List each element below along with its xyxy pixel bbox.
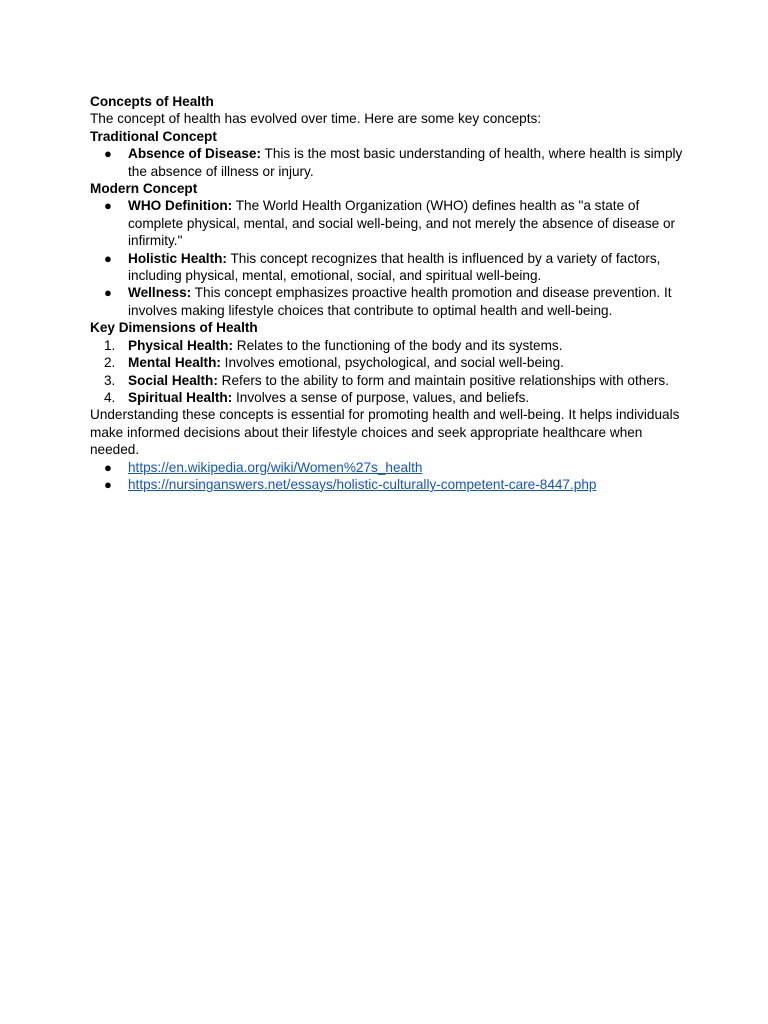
- item-text: The World Health Organization (WHO) defines health as "a state of complete physical, mental, and social well-being, and not merely the absence of disease or infirmity.": [128, 198, 676, 249]
- section-heading-traditional: Traditional Concept: [90, 128, 217, 144]
- item-text: This concept emphasizes proactive health promotion and disease prevention. It involves making lifestyle choices that contribute to optimal health and well-being.: [128, 285, 672, 318]
- list-item: [90, 354, 690, 371]
- item-term: Absence of Disease:: [128, 146, 261, 162]
- intro-paragraph: The concept of health has evolved over time. Here are some key concepts:: [90, 111, 542, 127]
- item-term: Spiritual Health:: [128, 389, 233, 405]
- dimensions-list: [90, 337, 690, 407]
- bullet-icon: ●: [104, 250, 112, 266]
- item-number: 2.: [104, 355, 116, 371]
- list-item: [90, 145, 690, 180]
- bullet-icon: ●: [104, 459, 112, 475]
- modern-list: [90, 197, 690, 319]
- item-term: Wellness:: [128, 285, 192, 301]
- document-page: [90, 93, 690, 493]
- item-number: 1.: [104, 337, 116, 353]
- links-list: [90, 459, 690, 494]
- item-term: Social Health:: [128, 372, 218, 388]
- item-term: WHO Definition:: [128, 198, 233, 214]
- item-number: 4.: [104, 389, 116, 405]
- traditional-list: [90, 145, 690, 180]
- item-number: 3.: [104, 372, 116, 388]
- item-text: Involves emotional, psychological, and social well-being.: [220, 355, 564, 371]
- reference-link-nursinganswers[interactable]: https://nursinganswers.net/essays/holistic-culturally-competent-care-8447.php: [128, 476, 597, 492]
- list-item: [90, 372, 690, 389]
- list-item: [90, 250, 690, 285]
- item-term: Physical Health:: [128, 337, 234, 353]
- list-item: [90, 337, 690, 354]
- item-text: Involves a sense of purpose, values, and beliefs.: [232, 389, 530, 405]
- item-text: This is the most basic understanding of health, where health is simply the absence of illness or injury.: [128, 146, 683, 179]
- conclusion-paragraph: Understanding these concepts is essential for promoting health and well-being. It helps individuals make informed decisions about their lifestyle choices and seek appropriate healthcare when needed.: [90, 407, 680, 458]
- list-item: [90, 389, 690, 406]
- list-item: [90, 284, 690, 319]
- list-item: [90, 459, 690, 476]
- reference-link-wikipedia[interactable]: https://en.wikipedia.org/wiki/Women%27s_health: [128, 459, 423, 475]
- bullet-icon: ●: [104, 198, 112, 214]
- bullet-icon: ●: [104, 146, 112, 162]
- list-item: [90, 476, 690, 493]
- document-title: Concepts of Health: [90, 94, 214, 109]
- list-item: [90, 197, 690, 249]
- item-text: This concept recognizes that health is influenced by a variety of factors, including physical, mental, emotional, social, and spiritual well-being.: [128, 250, 661, 284]
- bullet-icon: ●: [104, 285, 112, 301]
- item-term: Holistic Health:: [128, 250, 227, 266]
- item-text: Relates to the functioning of the body and its systems.: [233, 337, 563, 353]
- bullet-icon: ●: [104, 476, 112, 492]
- item-text: Refers to the ability to form and maintain positive relationships with others.: [217, 372, 669, 388]
- item-term: Mental Health:: [128, 355, 221, 371]
- section-heading-modern: Modern Concept: [90, 181, 198, 197]
- section-heading-dimensions: Key Dimensions of Health: [90, 320, 258, 336]
